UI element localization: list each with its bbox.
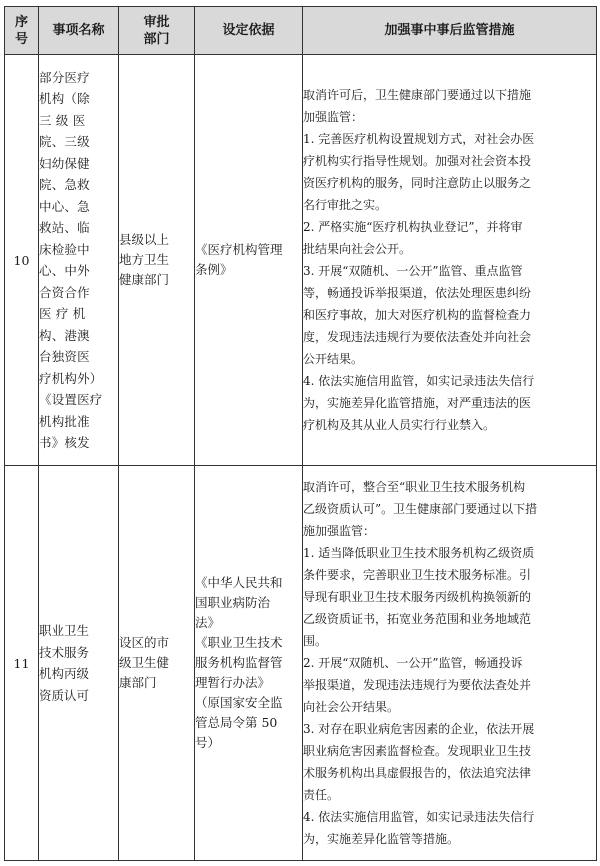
- supervision-measures-cell: 取消许可后，卫生健康部门要通过以下措施 加强监管： 1. 完善医疗机构设置规划方式，对社会办医 疗机构实行指导性规划。加强对社会资本投 资医疗机构的服务，同时注意防止以服务之 名行审批之实。 2. 严格实施“医疗机构执业登记”，并将审 批结果向社会公开。 3. 开展“双随机、一公开”监管、重点监管 等，畅通投诉举报渠道，依法处理医患纠纷 和医疗事故，加大对医疗机构的监督检查力 度，发现违法违规行为要依法查处并向社会 公开结果。 4. 依法实施信用监管，如实记录违法失信行 为，实施差异化监管措施，对严重违法的医 疗机构及其从业人员实行行业禁入。: [303, 55, 597, 466]
- regulation-table: [4, 6, 597, 861]
- item-name-cell: 职业卫生 技术服务 机构丙级 资质认可: [39, 466, 119, 861]
- approval-dept-cell: 设区的市 级卫生健 康部门: [119, 466, 195, 861]
- header-index: 序 号: [5, 7, 39, 55]
- page: [4, 6, 596, 860]
- table-header-row: [5, 7, 597, 55]
- header-approval-dept: 审批 部门: [119, 7, 195, 55]
- item-name-cell: 部分医疗 机构（除 三 级 医 院、三级 妇幼保健 院、急救 中心、急 救站、临 床检验中 心、中外 合资合作 医 疗 机 构、港澳 台独资医 疗机构外） 《设置医疗 机构批准 书》核发: [39, 55, 119, 466]
- legal-basis-cell: 《医疗机构管理 条例》: [195, 55, 303, 466]
- supervision-measures-cell: 取消许可，整合至“职业卫生技术服务机构 乙级资质认可”。卫生健康部门要通过以下措 施加强监管： 1. 适当降低职业卫生技术服务机构乙级资质 条件要求，完善职业卫生技术服务标准。引 导现有职业卫生技术服务丙级机构换领新的 乙级资质证书，拓宽业务范围和业务地域范 围。 2. 开展“双随机、一公开”监管，畅通投诉 举报渠道，发现违法违规行为要依法查处并 向社会公开结果。 3. 对存在职业病危害因素的企业，依法开展 职业病危害因素监督检查。发现职业卫生技 术服务机构出具虚假报告的，依法追究法律 责任。 4. 依法实施信用监管，如实记录违法失信行 为，实施差异化监管等措施。: [303, 466, 597, 861]
- table-row: [5, 466, 597, 861]
- table-row: [5, 55, 597, 466]
- header-legal-basis: 设定依据: [195, 7, 303, 55]
- row-index: 11: [5, 466, 39, 861]
- header-supervision-measures: 加强事中事后监管措施: [303, 7, 597, 55]
- legal-basis-cell: 《中华人民共和 国职业病防治 法》 《职业卫生技术 服务机构监督管 理暂行办法》 （原国家安全监 管总局令第 50 号）: [195, 466, 303, 861]
- row-index: 10: [5, 55, 39, 466]
- header-item-name: 事项名称: [39, 7, 119, 55]
- approval-dept-cell: 县级以上 地方卫生 健康部门: [119, 55, 195, 466]
